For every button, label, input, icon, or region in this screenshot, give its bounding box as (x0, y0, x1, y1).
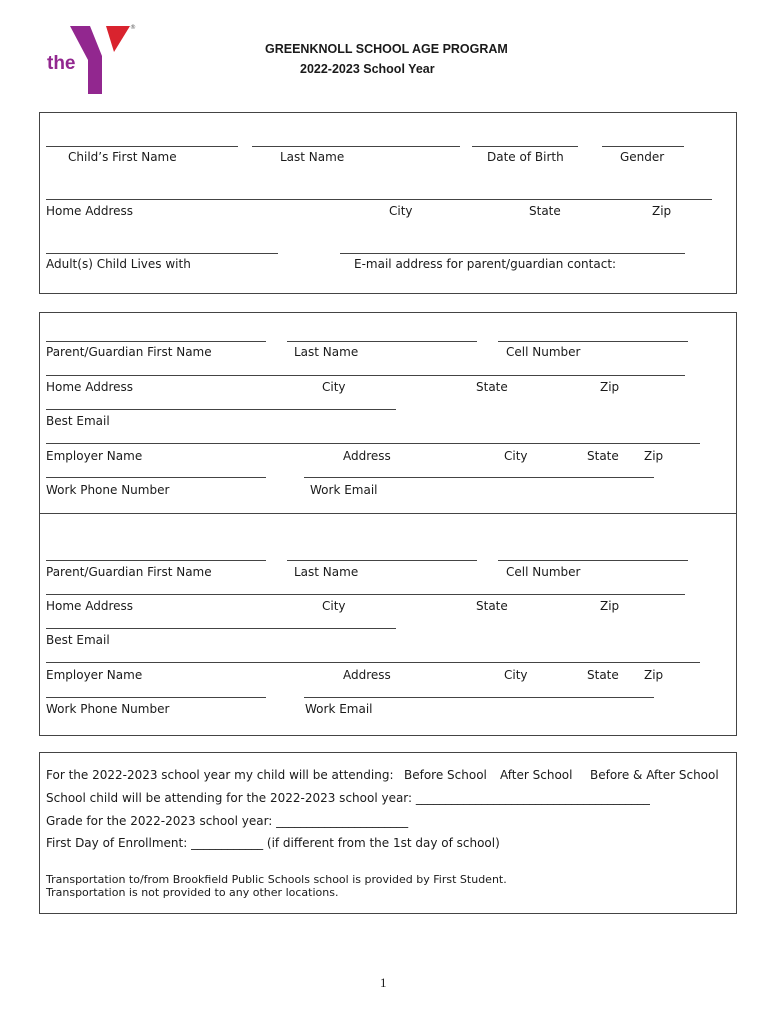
registered-mark: ® (130, 24, 136, 31)
g1-zip-label: Zip (600, 380, 620, 394)
g2-emp-zip-label: Zip (644, 668, 664, 682)
g2-work-email-field[interactable] (304, 697, 654, 698)
g2-best-email-label: Best Email (46, 633, 110, 647)
g1-employer-label: Employer Name (46, 449, 143, 463)
ymca-y-icon (68, 22, 136, 98)
guardian-email-field[interactable] (340, 253, 685, 254)
g2-cell-label: Cell Number (506, 565, 581, 579)
g2-first-name-label: Parent/Guardian First Name (46, 565, 212, 579)
g1-first-name-label: Parent/Guardian First Name (46, 345, 212, 359)
g2-employer-label: Employer Name (46, 668, 143, 682)
option-before-school[interactable]: Before School (404, 768, 487, 782)
g1-emp-address-label: Address (343, 449, 391, 463)
guardian-email-label: E-mail address for parent/guardian contact: (354, 257, 617, 271)
g2-emp-address-label: Address (343, 668, 391, 682)
child-last-name-field[interactable] (252, 146, 460, 147)
g1-first-name-field[interactable] (46, 341, 266, 342)
transport-note-2: Transportation is not provided to any other locations. (46, 886, 339, 899)
g2-state-label: State (476, 599, 508, 613)
g1-home-address-label: Home Address (46, 380, 134, 394)
child-zip-label: Zip (652, 204, 672, 218)
option-after-school[interactable]: After School (500, 768, 573, 782)
child-first-name-label: Child’s First Name (68, 150, 177, 164)
lives-with-field[interactable] (46, 253, 278, 254)
logo-the-text: the (47, 53, 76, 74)
g2-emp-city-label: City (504, 668, 528, 682)
g2-last-name-field[interactable] (287, 560, 477, 561)
g1-cell-label: Cell Number (506, 345, 581, 359)
g1-work-email-label: Work Email (310, 483, 378, 497)
g1-best-email-label: Best Email (46, 414, 110, 428)
g1-work-phone-field[interactable] (46, 477, 266, 478)
page-title: GREENKNOLL SCHOOL AGE PROGRAM (265, 42, 508, 56)
child-gender-label: Gender (620, 150, 665, 164)
g2-cell-field[interactable] (498, 560, 688, 561)
transport-note-1: Transportation to/from Brookfield Public Schools school is provided by First Student. (46, 873, 507, 886)
g1-emp-state-label: State (587, 449, 619, 463)
g1-emp-zip-label: Zip (644, 449, 664, 463)
lives-with-label: Adult(s) Child Lives with (46, 257, 191, 271)
child-last-name-label: Last Name (280, 150, 345, 164)
g1-employer-field[interactable] (46, 443, 700, 444)
g2-employer-field[interactable] (46, 662, 700, 663)
g2-work-email-label: Work Email (305, 702, 373, 716)
g1-work-phone-label: Work Phone Number (46, 483, 170, 497)
first-day-line[interactable]: First Day of Enrollment: ____________ (if different from the 1st day of school) (46, 836, 500, 850)
attending-prompt: For the 2022-2023 school year my child will be attending: (46, 768, 394, 782)
page-number: 1 (380, 975, 387, 990)
g2-work-phone-field[interactable] (46, 697, 266, 698)
g1-cell-field[interactable] (498, 341, 688, 342)
child-gender-field[interactable] (602, 146, 684, 147)
child-home-address-field[interactable] (46, 199, 712, 200)
ymca-small-text: YMCA (101, 74, 117, 93)
g2-emp-state-label: State (587, 668, 619, 682)
g1-state-label: State (476, 380, 508, 394)
g1-last-name-field[interactable] (287, 341, 477, 342)
guardian-divider (39, 513, 737, 514)
g1-city-label: City (322, 380, 346, 394)
g2-home-address-field[interactable] (46, 594, 685, 595)
g2-city-label: City (322, 599, 346, 613)
g1-work-email-field[interactable] (304, 477, 654, 478)
g2-home-address-label: Home Address (46, 599, 134, 613)
g2-first-name-field[interactable] (46, 560, 266, 561)
option-before-after-school[interactable]: Before & After School (590, 768, 719, 782)
child-dob-field[interactable] (472, 146, 578, 147)
g1-home-address-field[interactable] (46, 375, 685, 376)
g2-best-email-field[interactable] (46, 628, 396, 629)
g2-zip-label: Zip (600, 599, 620, 613)
grade-line[interactable]: Grade for the 2022-2023 school year: ______________________ (46, 814, 409, 828)
g1-last-name-label: Last Name (294, 345, 359, 359)
child-state-label: State (529, 204, 561, 218)
child-city-label: City (389, 204, 413, 218)
g2-last-name-label: Last Name (294, 565, 359, 579)
school-attending-line[interactable]: School child will be attending for the 2022-2023 school year: _______________________________________ (46, 791, 650, 805)
g1-best-email-field[interactable] (46, 409, 396, 410)
page-subtitle: 2022-2023 School Year (300, 62, 435, 76)
child-first-name-field[interactable] (46, 146, 238, 147)
child-dob-label: Date of Birth (487, 150, 564, 164)
g1-emp-city-label: City (504, 449, 528, 463)
child-home-address-label: Home Address (46, 204, 134, 218)
g2-work-phone-label: Work Phone Number (46, 702, 170, 716)
